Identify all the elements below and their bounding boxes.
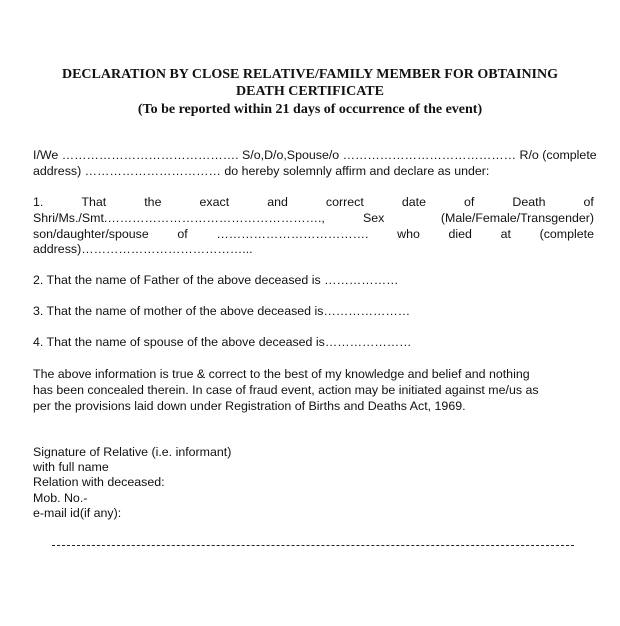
sex-label: Sex: [363, 211, 385, 225]
item-1-word: (complete: [539, 227, 594, 241]
item-1-word: exact: [199, 195, 230, 209]
heading-line-3: (To be reported within 21 days of occurrence of the event): [137, 102, 483, 117]
signature-line-2: with full name: [33, 460, 109, 474]
item-1-word: of: [583, 195, 594, 209]
item-1-word: the: [144, 195, 162, 209]
heading-line-2: DEATH CERTIFICATE: [236, 84, 384, 99]
item-1-word: That: [81, 195, 107, 209]
item-1-word: 1.: [33, 195, 44, 209]
item-1-row-1: [33, 194, 594, 210]
item-1-word: date: [401, 195, 426, 209]
item-1-word: of: [464, 195, 475, 209]
parent-name-field: ……………………………….: [216, 227, 369, 241]
mobile-label: Mob. No.-: [33, 491, 88, 505]
item-1-word: correct: [325, 195, 364, 209]
email-label: e-mail id(if any):: [33, 506, 122, 520]
signature-line-1: Signature of Relative (i.e. informant): [33, 445, 232, 459]
item-1-word: of: [177, 227, 188, 241]
item-2-father-name: 2. That the name of Father of the above deceased is ………………: [33, 273, 399, 287]
item-1-word: who: [397, 227, 420, 241]
item-4-spouse-name: 4. That the name of spouse of the above deceased is…………………: [33, 335, 412, 349]
heading-line-1: DECLARATION BY CLOSE RELATIVE/FAMILY MEMBER FOR OBTAINING: [61, 67, 559, 82]
item-1-word: at: [500, 227, 511, 241]
sex-options: (Male/Female/Transgender): [440, 211, 594, 225]
statement-line-2: has been concealed therein. In case of fraud event, action may be initiated against me/us as: [33, 383, 539, 397]
intro-line-2: address) …………………………… do hereby solemnly affirm and declare as under:: [33, 164, 490, 178]
intro-line-1: I/We ……………………………………. S/o,D/o,Spouse/o …………………………………… R/o (complete: [33, 148, 597, 162]
item-1-word: and: [267, 195, 288, 209]
item-1-word: Death: [512, 195, 546, 209]
statement-line-1: The above information is true & correct to the best of my knowledge and belief and nothing: [33, 367, 530, 381]
item-1-row-4: address)…………………………………...: [33, 242, 253, 256]
item-1-word: son/daughter/spouse: [33, 227, 149, 241]
statement-line-3: per the provisions laid down under Registration of Births and Deaths Act, 1969.: [33, 399, 466, 413]
dashed-separator: [52, 545, 574, 546]
relation-label: Relation with deceased:: [33, 475, 165, 489]
item-1-row-3: [33, 226, 594, 242]
item-3-mother-name: 3. That the name of mother of the above deceased is…………………: [33, 304, 411, 318]
deceased-name-field: Shri/Ms./Smt.…………………………………………….,: [33, 211, 325, 225]
item-1-word: died: [448, 227, 472, 241]
